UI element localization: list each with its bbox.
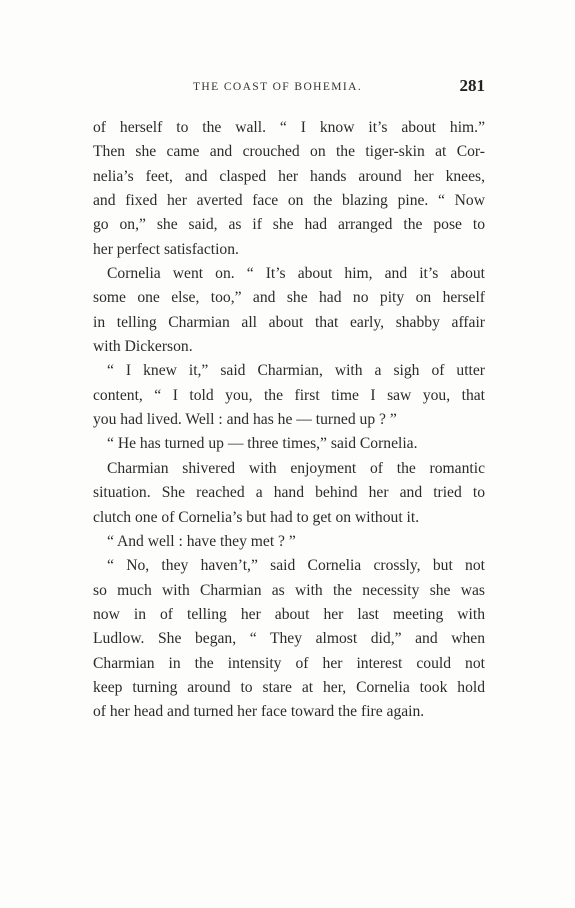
text-line: in telling Charmian all about that early, shabby affair [93,313,485,331]
text-line: of herself to the wall. “ I know it’s about him.” [93,119,485,136]
text-line: so much with Charmian as with the necessity she was [93,581,485,599]
text-line: “ And well : have they met ? ” [107,532,296,550]
text-line: Then she came and crouched on the tiger-skin at Cor- [93,143,485,161]
body-text [93,116,485,725]
running-title: THE COAST OF BOHEMIA. [193,81,363,93]
text-line: “ No, they haven’t,” said Cornelia crossly, but not [107,557,485,575]
page-number: 281 [459,76,485,95]
text-line: content, “ I told you, the first time I saw you, that [93,386,485,404]
text-line: keep turning around to stare at her, Cornelia took hold [93,678,485,696]
running-head [93,76,485,98]
text-line: clutch one of Cornelia’s but had to get on without it. [93,508,420,526]
text-line: now in of telling her about her last meeting with [93,605,485,623]
text-line: Cornelia went on. “ It’s about him, and it’s about [107,265,485,283]
text-line: of her head and turned her face toward the fire again. [93,703,425,721]
text-line: Charmian in the intensity of her interest could not [93,654,485,672]
text-line: and fixed her averted face on the blazing pine. “ Now [93,192,485,210]
text-line: with Dickerson. [93,338,193,356]
text-line: nelia’s feet, and clasped her hands around her knees, [93,167,485,185]
text-line: some one else, too,” and she had no pity on herself [93,289,485,307]
text-line: you had lived. Well : and has he — turned up ? ” [93,411,397,429]
text-line: Ludlow. She began, “ They almost did,” and when [93,630,485,648]
text-line: “ He has turned up — three times,” said Cornelia. [107,435,418,453]
text-line: go on,” she said, as if she had arranged the pose to [93,216,485,234]
text-line: situation. She reached a hand behind her and tried to [93,484,485,502]
text-line: “ I knew it,” said Charmian, with a sigh of utter [107,362,485,380]
text-line: her perfect satisfaction. [93,240,239,258]
text-line: Charmian shivered with enjoyment of the romantic [107,459,485,477]
